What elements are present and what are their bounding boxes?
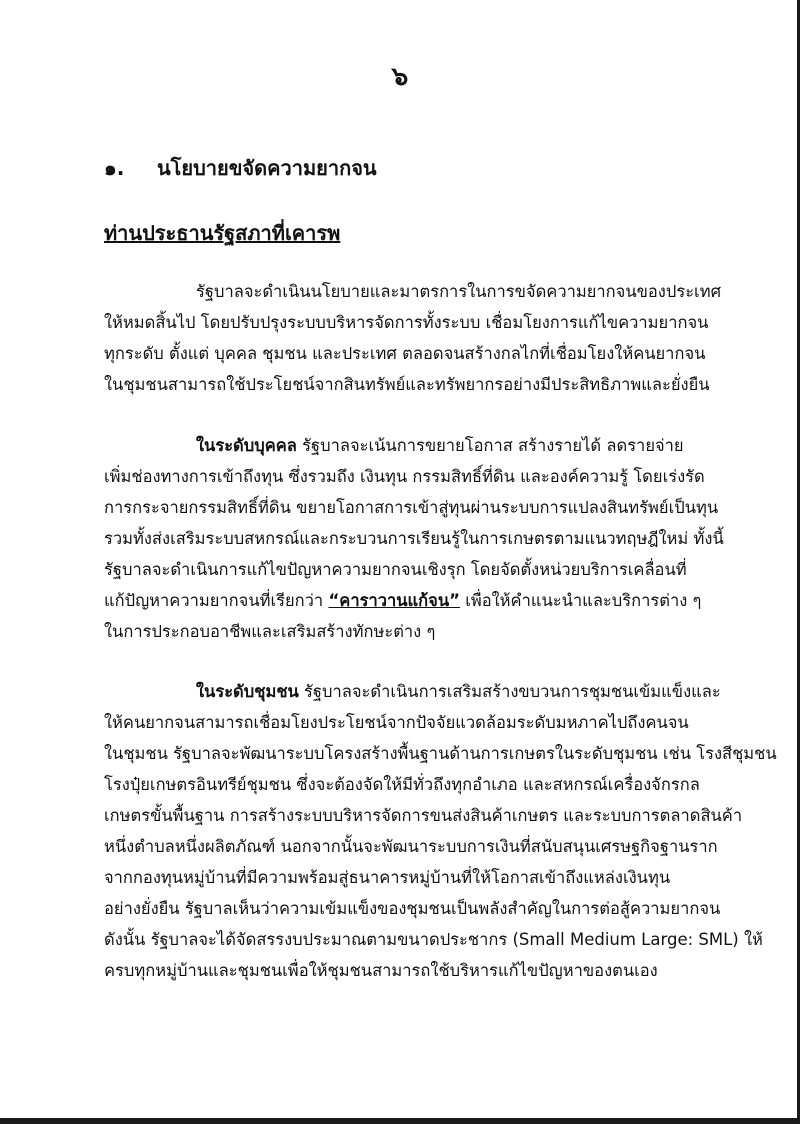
paragraph-line: หนึ่งตำบลหนึ่งผลิตภัณฑ์ นอกจากนั้นจะพัฒนาระบบการเงินที่สนับสนุนเศรษฐกิจฐานราก (104, 837, 718, 856)
paragraph-line-pre: แก้ปัญหาความยากจนที่เรียกว่า (104, 591, 329, 610)
paragraph-line: รัฐบาลจะดำเนินการแก้ไขปัญหาความยากจนเชิงรุก โดยจัดตั้งหน่วยบริการเคลื่อนที่ (104, 560, 687, 579)
paragraph-line: อย่างยั่งยืน รัฐบาลเห็นว่าความเข้มแข็งของชุมชนเป็นพลังสำคัญในการต่อสู้ความยากจน (104, 899, 721, 918)
paragraph-lead-individual: ในระดับบุคคล (196, 436, 297, 455)
paragraph-line: ในชุมชนสามารถใช้ประโยชน์จากสินทรัพย์และทรัพยากรอย่างมีประสิทธิภาพและยั่งยืน (104, 375, 710, 394)
section-title: นโยบายขจัดความยากจน (156, 156, 377, 180)
paragraph-line-rest: รัฐบาลจะเน้นการขยายโอกาส สร้างรายได้ ลดรายจ่าย (296, 436, 684, 455)
paragraph-line: เกษตรขั้นพื้นฐาน การสร้างระบบบริหารจัดการขนส่งสินค้าเกษตร และระบบการตลาดสินค้า (104, 806, 743, 825)
paragraph-line: ในชุมชน รัฐบาลจะพัฒนาระบบโครงสร้างพื้นฐานด้านการเกษตรในระดับชุมชน เช่น โรงสีชุมชน (104, 744, 777, 763)
paragraph-line: ทุกระดับ ตั้งแต่ บุคคล ชุมชน และประเทศ ตลอดจนสร้างกลไกที่เชื่อมโยงให้คนยากจน (104, 344, 706, 363)
paragraph-line: รวมทั้งส่งเสริมระบบสหกรณ์และกระบวนการเรียนรู้ในการเกษตรตามแนวทฤษฎีใหม่ ทั้งนี้ (104, 529, 724, 548)
paragraph-line: การกระจายกรรมสิทธิ์ที่ดิน ขยายโอกาสการเข้าสู่ทุนผ่านระบบการแปลงสินทรัพย์เป็นทุน (104, 498, 719, 517)
paragraph-lead-community: ในระดับชุมชน (196, 682, 299, 701)
paragraph-line: ให้คนยากจนสามารถเชื่อมโยงประโยชน์จากปัจจัยแวดล้อมระดับมหภาคไปถึงคนจน (104, 713, 689, 732)
paragraph-line: ในการประกอบอาชีพและเสริมสร้างทักษะต่าง ๆ (104, 622, 436, 641)
salutation: ท่านประธานรัฐสภาที่เคารพ (104, 221, 341, 245)
paragraph-line: ให้หมดสิ้นไป โดยปรับปรุงระบบบริหารจัดการทั้งระบบ เชื่อมโยงการแก้ไขความยากจน (104, 313, 709, 332)
scan-edge-bottom (0, 1118, 800, 1124)
paragraph-line (104, 585, 706, 616)
paragraph-intro (104, 276, 722, 400)
paragraph-line (104, 430, 706, 461)
paragraph-line (104, 676, 721, 707)
paragraph-line: ครบทุกหมู่บ้านและชุมชนเพื่อให้ชุมชนสามารถใช้บริหารแก้ไขปัญหาของตนเอง (104, 961, 658, 980)
paragraph-community-level (104, 676, 777, 986)
section-heading (104, 152, 377, 184)
paragraph-line: เพิ่มช่องทางการเข้าถึงทุน ซึ่งรวมถึง เงินทุน กรรมสิทธิ์ที่ดิน และองค์ความรู้ โดยเร่งรัด (104, 467, 705, 486)
paragraph-line: จากกองทุนหมู่บ้านที่มีความพร้อมสู่ธนาคารหมู่บ้านที่ให้โอกาสเข้าถึงแหล่งเงินทุน (104, 868, 671, 887)
paragraph-line-rest: รัฐบาลจะดำเนินการเสริมสร้างขบวนการชุมชนเข้มแข็งและ (298, 682, 721, 701)
caravan-quote: “คาราวานแก้จน” (328, 591, 460, 610)
section-number: ๑. (104, 156, 125, 180)
paragraph-line-post: เพื่อให้คำแนะนำและบริการต่าง ๆ (459, 591, 702, 610)
paragraph-line: ดังนั้น รัฐบาลจะได้จัดสรรงบประมาณตามขนาดประชากร (Small Medium Large: SML) ให้ (104, 930, 763, 949)
paragraph-line: รัฐบาลจะดำเนินนโยบายและมาตรการในการขจัดความยากจนของประเทศ (196, 282, 722, 301)
paragraph-line: โรงปุ๋ยเกษตรอินทรีย์ชุมชน ซึ่งจะต้องจัดให้มีทั่วถึงทุกอำเภอ และสหกรณ์เครื่องจักรกล (104, 775, 700, 794)
paragraph-individual-level (104, 430, 724, 647)
page-number: ๖ (391, 62, 409, 92)
